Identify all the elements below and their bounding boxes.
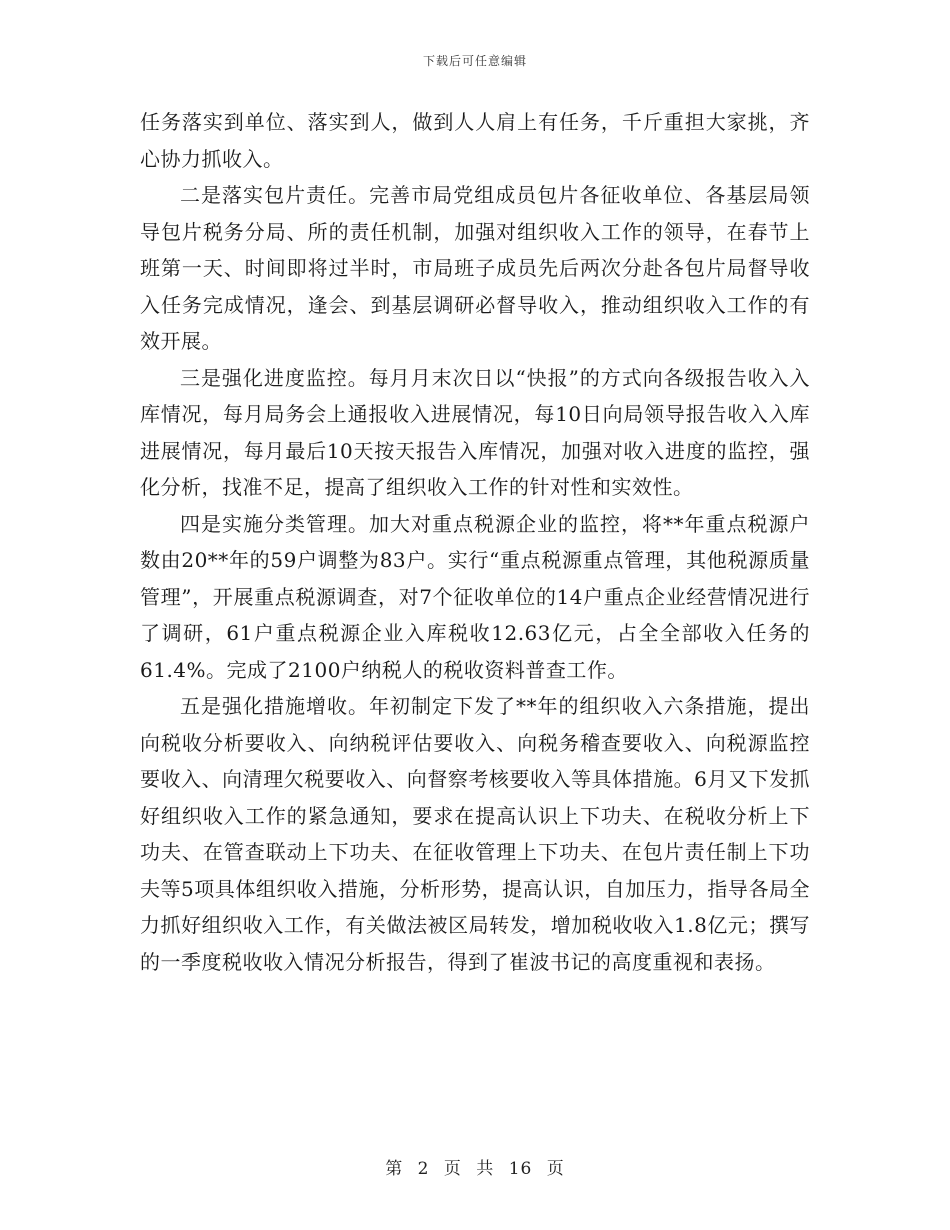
paragraph-item-4: 四是实施分类管理。加大对重点税源企业的监控，将**年重点税源户数由20**年的59户调整为83户。实行“重点税源重点管理，其他税源质量管理”，开展重点税源调查，对7个征收单位的14户重点企业经营情况进行了调研，61户重点税源企业入库税收12.63亿元，占全全部收入任务的61.4%。完成了2100户纳税人的税收资料普查工作。 — [140, 511, 810, 682]
paragraph-continuation: 任务落实到单位、落实到人，做到人人肩上有任务，千斤重担大家挑，齐心协力抓收入。 — [140, 110, 810, 171]
footer-current-page: 2 — [417, 1159, 430, 1179]
footer-page-word: 页 — [443, 1159, 462, 1179]
document-body — [140, 104, 810, 980]
paragraph-item-5: 五是强化措施增收。年初制定下发了**年的组织收入六条措施，提出向税收分析要收入、向纳税评估要收入、向税务稽查要收入、向税源监控要收入、向清理欠税要收入、向督察考核要收入等具体措施。6月又下发抓好组织收入工作的紧急通知，要求在提高认识上下功夫、在税收分析上下功夫、在管查联动上下功夫、在征收管理上下功夫、在包片责任制上下功夫等5项具体组织收入措施，分析形势，提高认识，自加压力，指导各局全力抓好组织收入工作，有关做法被区局转发，增加税收收入1.8亿元；撰写的一季度税收收入情况分析报告，得到了崔波书记的高度重视和表扬。 — [140, 694, 810, 974]
footer-suffix: 页 — [546, 1159, 565, 1179]
paragraph-item-3: 三是强化进度监控。每月月末次日以“快报”的方式向各级报告收入入库情况，每月局务会上通报收入进展情况，每10日向局领导报告收入入库进展情况，每月最后10天按天报告入库情况，加强对收入进度的监控，强化分析，找准不足，提高了组织收入工作的针对性和实效性。 — [140, 365, 810, 499]
footer-total-word: 共 — [476, 1159, 495, 1179]
footer-total-pages: 16 — [508, 1159, 533, 1179]
page-footer — [0, 1154, 950, 1179]
paragraph-item-2: 二是落实包片责任。完善市局党组成员包片各征收单位、各基层局领导包片税务分局、所的责任机制，加强对组织收入工作的领导，在春节上班第一天、时间即将过半时，市局班子成员先后两次分赴各包片局督导收入任务完成情况，逢会、到基层调研必督导收入，推动组织收入工作的有效开展。 — [140, 183, 810, 353]
footer-prefix: 第 — [385, 1159, 404, 1179]
page-header: 下载后可任意编辑 — [422, 54, 527, 68]
